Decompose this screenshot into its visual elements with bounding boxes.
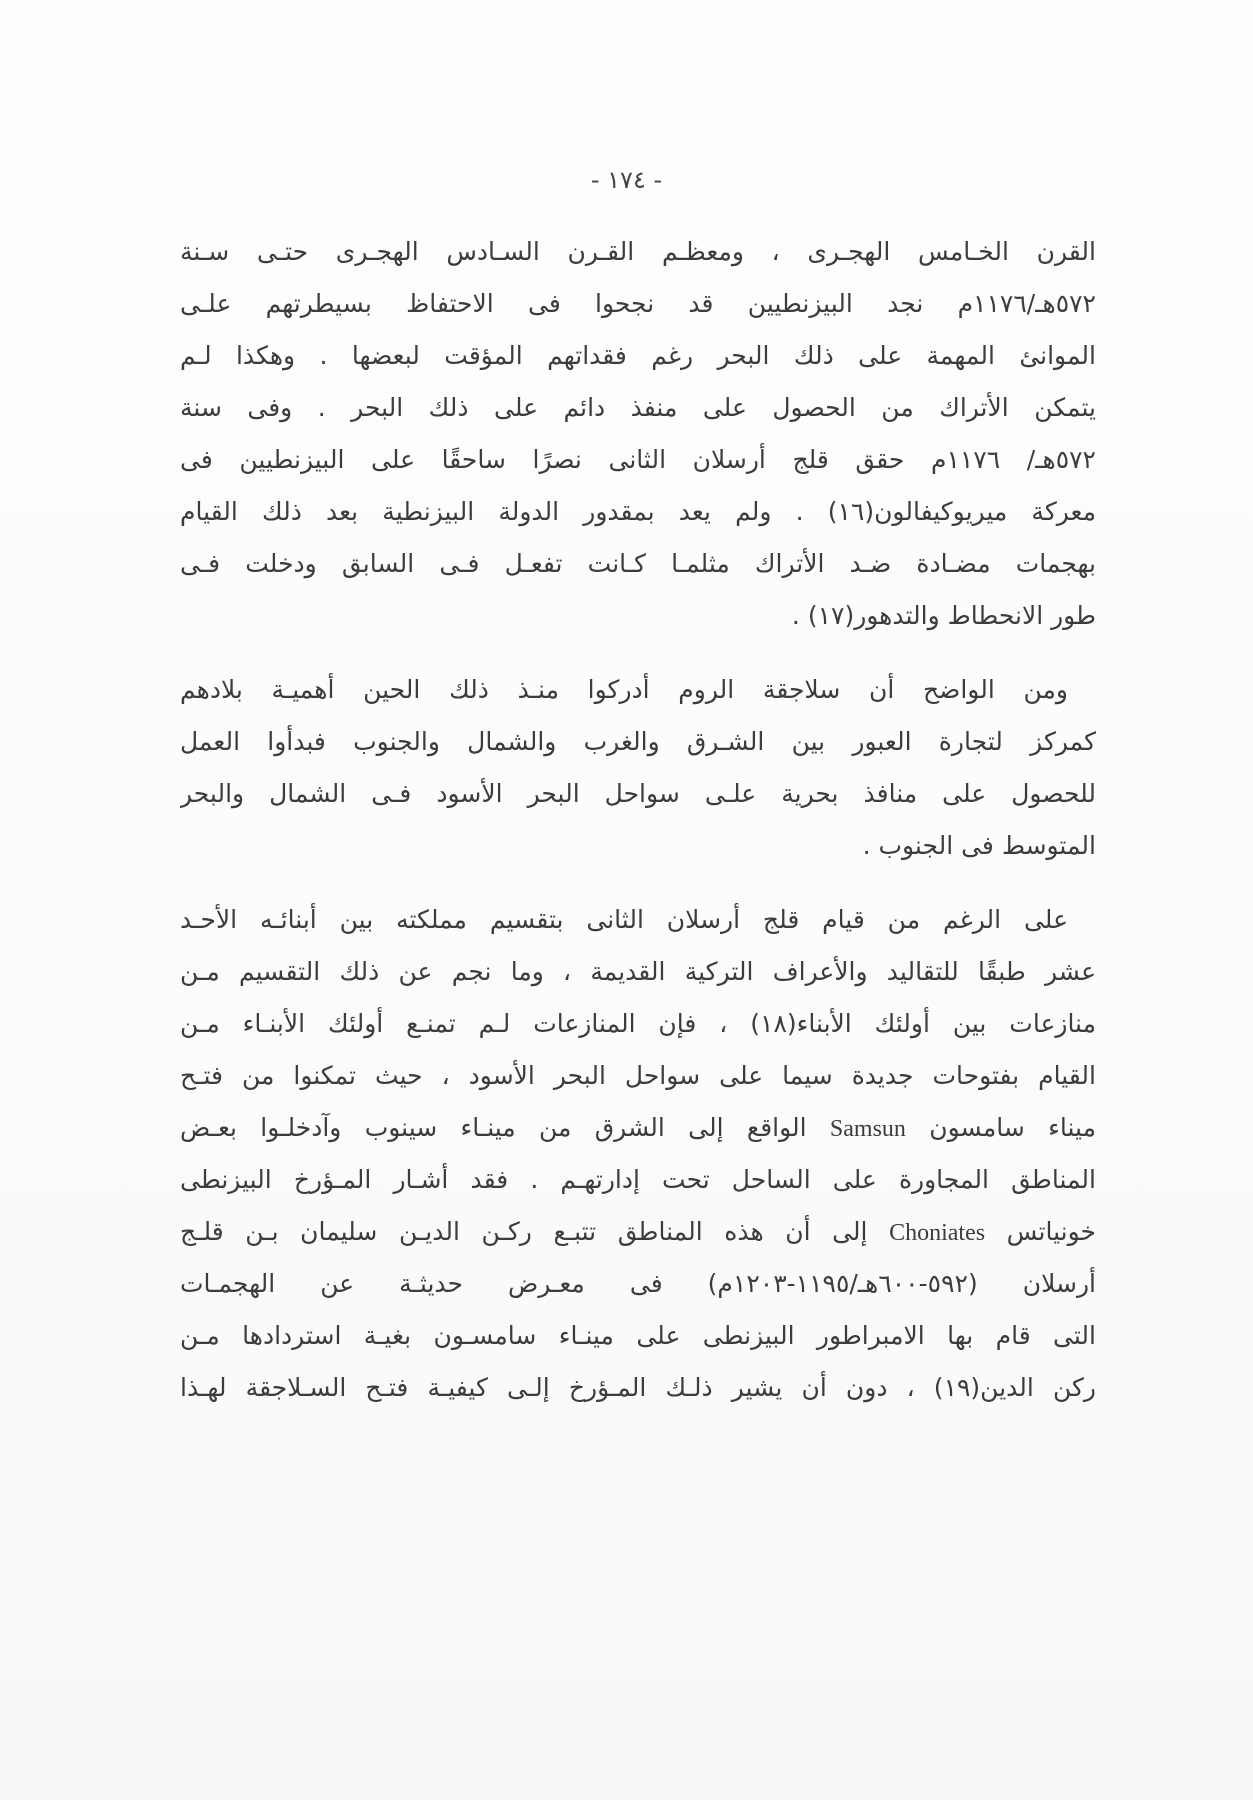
arabic-fragment: ميناء سامسون	[905, 1113, 1096, 1142]
text-line: ومن الواضح أن سلاجقة الروم أدركوا منـذ ذلك الحين أهميـة بلادهم	[180, 675, 1068, 704]
text-line: طور الانحطاط والتدهور(١٧) .	[791, 601, 1096, 630]
text-line: بهجمات مضـادة ضـد الأتراك مثلمـا كـانت تفعـل فـى السابق ودخلت فـى	[180, 549, 1096, 578]
text-line: المناطق المجاورة على الساحل تحت إدارتهـم . فقد أشـار المـؤرخ البيزنطى	[180, 1165, 1096, 1194]
arabic-fragment: إلى أن هذه المناطق تتبـع ركـن الديـن سليمان بـن قلـج	[180, 1217, 890, 1246]
text-line: الموانئ المهمة على ذلك البحر رغم فقداتهم المؤقت لبعضها . وهكذا لـم	[180, 341, 1096, 370]
page-body	[180, 226, 1096, 1436]
paragraph-2	[180, 664, 1096, 872]
text-line: القرن الخـامس الهجـرى ، ومعظـم القـرن السـادس الهجـرى حتـى سـنة	[180, 237, 1096, 266]
text-line-mixed	[180, 1102, 1096, 1154]
text-line: يتمكن الأتراك من الحصول على منفذ دائم على ذلك البحر . وفى سنة	[180, 393, 1096, 422]
latin-term-samsun: Samsun	[829, 1116, 906, 1142]
text-line: المتوسط فى الجنوب .	[862, 831, 1096, 860]
text-line: معركة ميريوكيفالون(١٦) . ولم يعد بمقدور الدولة البيزنطية بعد ذلك القيام	[180, 497, 1096, 526]
page-number: - ١٧٤ -	[590, 166, 663, 194]
latin-term-choniates: Choniates	[889, 1220, 986, 1246]
arabic-fragment: خونياتس	[985, 1217, 1096, 1246]
text-line: كمركز لتجارة العبور بين الشـرق والغرب والشمال والجنوب فبدأوا العمل	[180, 727, 1096, 756]
paragraph-3	[180, 894, 1096, 1414]
text-line: القيام بفتوحات جديدة سيما على سواحل البحر الأسود ، حيث تمكنوا من فتـح	[180, 1061, 1096, 1090]
text-line: ٥٧٢هـ/ ١١٧٦م حقق قلج أرسلان الثانى نصرًا ساحقًا على البيزنطيين فى	[180, 445, 1096, 474]
text-line: ٥٧٢هـ/١١٧٦م نجد البيزنطيين قد نجحوا فى الاحتفاظ بسيطرتهم علـى	[180, 289, 1096, 318]
text-line: أرسلان (٥٩٢-٦٠٠هـ/١١٩٥-١٢٠٣م) فى معـرض حديثـة عن الهجمـات	[180, 1269, 1096, 1298]
paragraph-1	[180, 226, 1096, 642]
text-line: للحصول على منافذ بحرية علـى سواحل البحر الأسود فـى الشمال والبحر	[180, 779, 1096, 808]
text-line: ركن الدين(١٩) ، دون أن يشير ذلـك المـؤرخ إلـى كيفيـة فتـح السـلاجقة لهـذا	[180, 1373, 1096, 1402]
text-line: التى قام بها الامبراطور البيزنطى على مينـاء سامسـون بغيـة استردادها مـن	[180, 1321, 1096, 1350]
arabic-fragment: الواقع إلى الشرق من مينـاء سينوب وآدخلـوا بعـض	[180, 1113, 830, 1142]
text-line: منازعات بين أولئك الأبناء(١٨) ، فإن المنازعات لـم تمنـع أولئك الأبنـاء مـن	[180, 1009, 1096, 1038]
text-line-mixed	[180, 1206, 1096, 1258]
text-line: عشر طبقًا للتقاليد والأعراف التركية القديمة ، وما نجم عن ذلك التقسيم مـن	[180, 957, 1096, 986]
text-line: على الرغم من قيام قلج أرسلان الثانى بتقسيم مملكته بين أبنائـه الأحـد	[180, 905, 1068, 934]
